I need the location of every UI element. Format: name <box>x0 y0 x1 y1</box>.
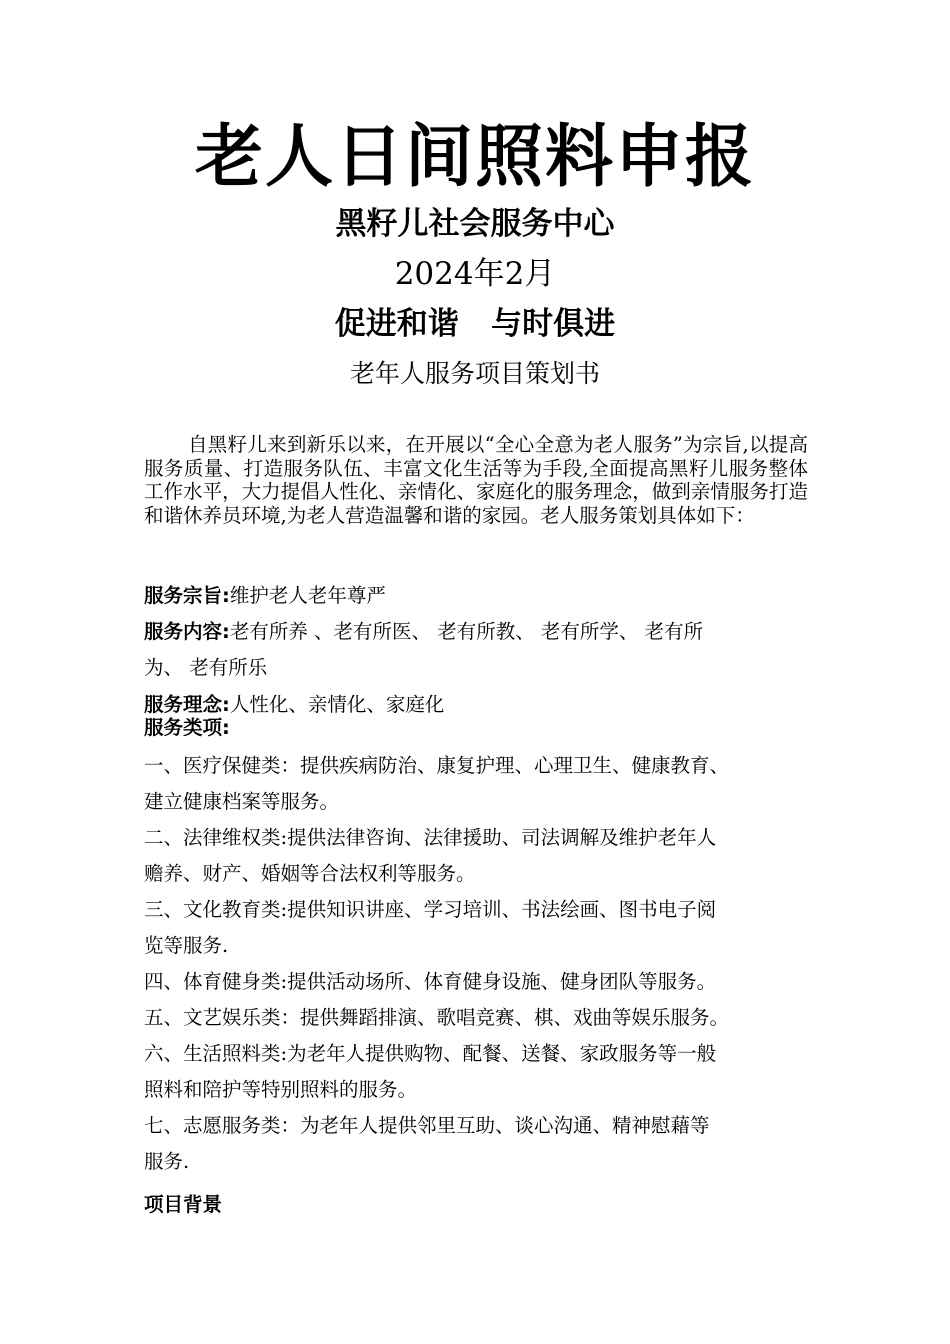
service-aim <box>144 578 816 614</box>
service-content-label: 服务内容: <box>144 620 230 643</box>
category-line: 服务. <box>144 1150 190 1173</box>
category-line: 五、文艺娱乐类：提供舞蹈排演、歌唱竞赛、棋、戏曲等娱乐服务。 <box>144 1006 730 1029</box>
slogan: 促进和谐 与时俱进 <box>334 306 616 342</box>
category-line: 七、志愿服务类：为老年人提供邻里互助、谈心沟通、精神慰藉等 <box>144 1114 710 1137</box>
service-aim-label: 服务宗旨: <box>144 584 230 607</box>
category-line: 赡养、财产、婚姻等合法权利等服务。 <box>144 862 476 885</box>
category-line: 三、文化教育类:提供知识讲座、学习培训、书法绘画、图书电子阅 <box>144 898 717 921</box>
organization-name: 黑籽儿社会服务中心 <box>335 206 615 242</box>
project-background-heading: 项目背景 <box>144 1193 223 1216</box>
category-line: 四、体育健身类:提供活动场所、体育健身设施、健身团队等服务。 <box>144 970 717 993</box>
main-title: 老人日间照料申报 <box>194 118 755 197</box>
service-content-line: 为、 老有所乐 <box>144 656 268 679</box>
category-line: 二、法律维权类:提供法律咨询、法律援助、司法调解及维护老年人 <box>144 826 717 849</box>
service-categories-list <box>144 748 816 1180</box>
service-aim-text: 维护老人老年尊严 <box>229 584 386 607</box>
document-title: 老年人服务项目策划书 <box>349 359 600 388</box>
category-line: 一、医疗保健类：提供疾病防治、康复护理、心理卫生、健康教育、 <box>144 754 730 777</box>
category-line: 览等服务. <box>144 934 229 957</box>
intro-paragraph: 自黑籽儿来到新乐以来，在开展以“全心全意为老人服务”为宗旨,以提高服务质量、打造服务队伍、丰富文化生活等为手段,全面提高黑籽儿服务整体工作水平，大力提倡人性化、亲情化、家庭化的服务理念，做到亲情服务打造和谐休养员环境,为老人营造温馨和谐的家园。老人服务策划具体如下： <box>144 433 808 527</box>
category-line: 六、生活照料类:为老年人提供购物、配餐、送餐、家政服务等一般 <box>144 1042 717 1065</box>
service-content-text: 老有所养 、老有所医、 老有所教、 老有所学、 老有所 <box>229 620 704 643</box>
service-philosophy-label: 服务理念: <box>144 693 230 716</box>
document-date: 2024年2月 <box>394 256 556 292</box>
service-content <box>144 614 816 686</box>
category-line: 照料和陪护等特别照料的服务。 <box>144 1078 418 1101</box>
service-content-line <box>144 614 816 650</box>
service-philosophy-text: 人性化、亲情化、家庭化 <box>229 693 445 716</box>
category-line: 建立健康档案等服务。 <box>144 790 340 813</box>
service-categories-heading: 服务类项: <box>144 716 230 739</box>
